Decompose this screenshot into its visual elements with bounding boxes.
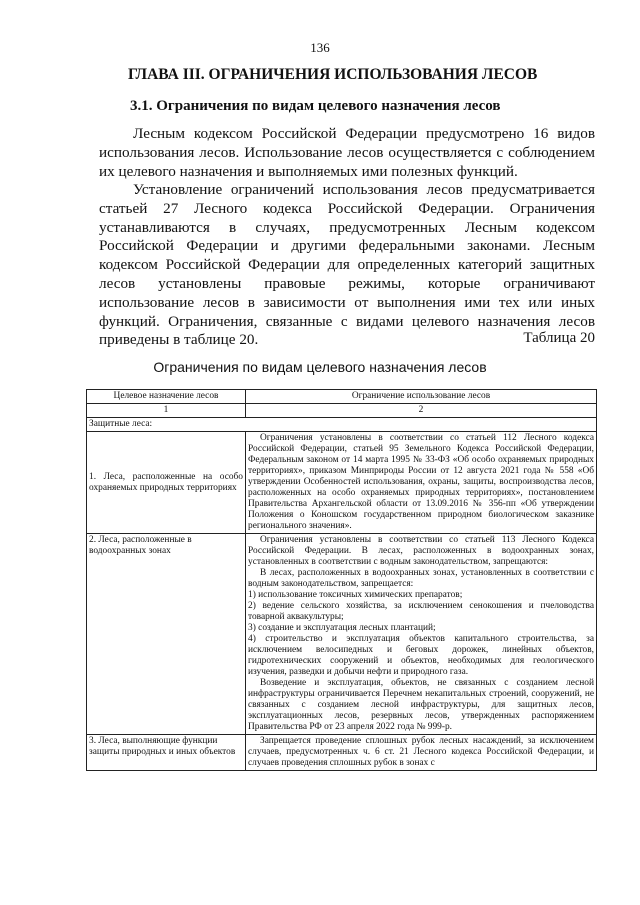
restriction-text: Ограничения установлены в соответствии со статьей 113 Лесного Кодекса Российской Федерации. В лесах, расположенных в водоохранных зонах, установленных в соответствии с водным законодательством, запрещаются: bbox=[248, 535, 594, 567]
restrictions-table bbox=[86, 389, 597, 771]
restriction-list-item: 2) ведение сельского хозяйства, за исключением сенокошения и пчеловодства товарной аквакультуры; bbox=[248, 601, 594, 622]
table-group-row bbox=[87, 418, 597, 432]
header-purpose: Целевое назначение лесов bbox=[87, 390, 246, 404]
table-header-row bbox=[87, 390, 597, 404]
restriction-list-item: 3) создание и эксплуатация лесных плантаций; bbox=[248, 623, 436, 633]
category-cell: 1. Леса, расположенные на особо охраняемых природных территориях bbox=[87, 432, 246, 534]
restriction-text: Запрещается проведение сплошных рубок лесных насаждений, за исключением случаев, предусмотренных ч. 6 ст. 21 Лесного кодекса Российской Федерации, и случаев проведения сплошных рубок в зонах с bbox=[248, 736, 594, 768]
table-row bbox=[87, 432, 597, 534]
restriction-cell bbox=[246, 432, 597, 534]
table-row bbox=[87, 534, 597, 735]
column-number-2: 2 bbox=[246, 404, 597, 418]
table-column-number-row bbox=[87, 404, 597, 418]
restriction-text: Ограничения установлены в соответствии со статьей 112 Лесного кодекса Российской Федерации, статьей 95 Земельного Кодекса Российской Федерации, Федеральным законом от 14 марта 1995 № 33-ФЗ «Об особо охраняемых природных территориях», приказом Минприроды России от 12 августа 2021 года № 558 «Об утверждении Особенностей использования, охраны, защиты, воспроизводства лесов, расположенных на особо охраняемых природных территориях», постановлением Правительства Архангельской области от 13.09.2016 № 356-пп «Об утверждении Положения о Коношском государственном природном биологическом заказнике регионального значения». bbox=[248, 433, 594, 531]
category-cell: 3. Леса, выполняющие функции защиты природных и иных объектов bbox=[87, 735, 246, 771]
paragraph-restrictions: Установление ограничений использования лесов предусматривается статьей 27 Лесного кодекса Российской Федерации. Ограничения устанавливаются в случаях, предусмотренных Лесным кодексом Российской Федерации и другими федеральными законами. Лесным кодексом Российской Федерации для определенных категорий защитных лесов установлены правовые режимы, которые ограничивают использование лесов в зависимости от выполнения ими тех или иных функций. Ограничения, связанные с видами целевого назначения лесов приведены в таблице 20. bbox=[99, 181, 595, 349]
column-number-1: 1 bbox=[87, 404, 246, 418]
table-label: Таблица 20 bbox=[523, 330, 595, 346]
restriction-cell bbox=[246, 735, 597, 771]
header-restriction: Ограничение использование лесов bbox=[246, 390, 597, 404]
table-row bbox=[87, 735, 597, 771]
chapter-title: ГЛАВА III. ОГРАНИЧЕНИЯ ИСПОЛЬЗОВАНИЯ ЛЕСОВ bbox=[128, 66, 538, 83]
paragraph-intro: Лесным кодексом Российской Федерации предусмотрено 16 видов использования лесов. Использование лесов осуществляется с соблюдением их целевого назначения и выполняемых ими полезных функций. bbox=[99, 125, 595, 180]
restriction-text: В лесах, расположенных в водоохранных зонах, установленных в соответствии с водным законодательством, запрещается: bbox=[248, 568, 594, 589]
category-cell: 2. Леса, расположенные в водоохранных зонах bbox=[87, 534, 246, 735]
restriction-list-item: 1) использование токсичных химических препаратов; bbox=[248, 590, 463, 600]
section-title: 3.1. Ограничения по видам целевого назначения лесов bbox=[130, 98, 501, 114]
restriction-cell bbox=[246, 534, 597, 735]
table-title: Ограничения по видам целевого назначения лесов bbox=[153, 359, 487, 375]
restriction-list-item: 4) строительство и эксплуатация объектов капитального строительства, за исключением велосипедных и беговых дорожек, линейных объектов, гидротехнических сооружений и объектов, необходимых для геологического изучения, разведки и добычи нефти и природного газа. bbox=[248, 634, 594, 677]
restriction-text: Возведение и эксплуатация, объектов, не связанных с созданием лесной инфраструктуры ограничивается Перечнем некапитальных строений, сооружений, не связанных с созданием лесной инфраструктуры, для защитных лесов, эксплуатационных лесов, резервных лесов, утвержденных распоряжением Правительства РФ от 23 апреля 2022 года № 999-р. bbox=[248, 678, 594, 732]
page-number: 136 bbox=[310, 40, 330, 55]
group-protective-forests: Защитные леса: bbox=[87, 418, 597, 432]
